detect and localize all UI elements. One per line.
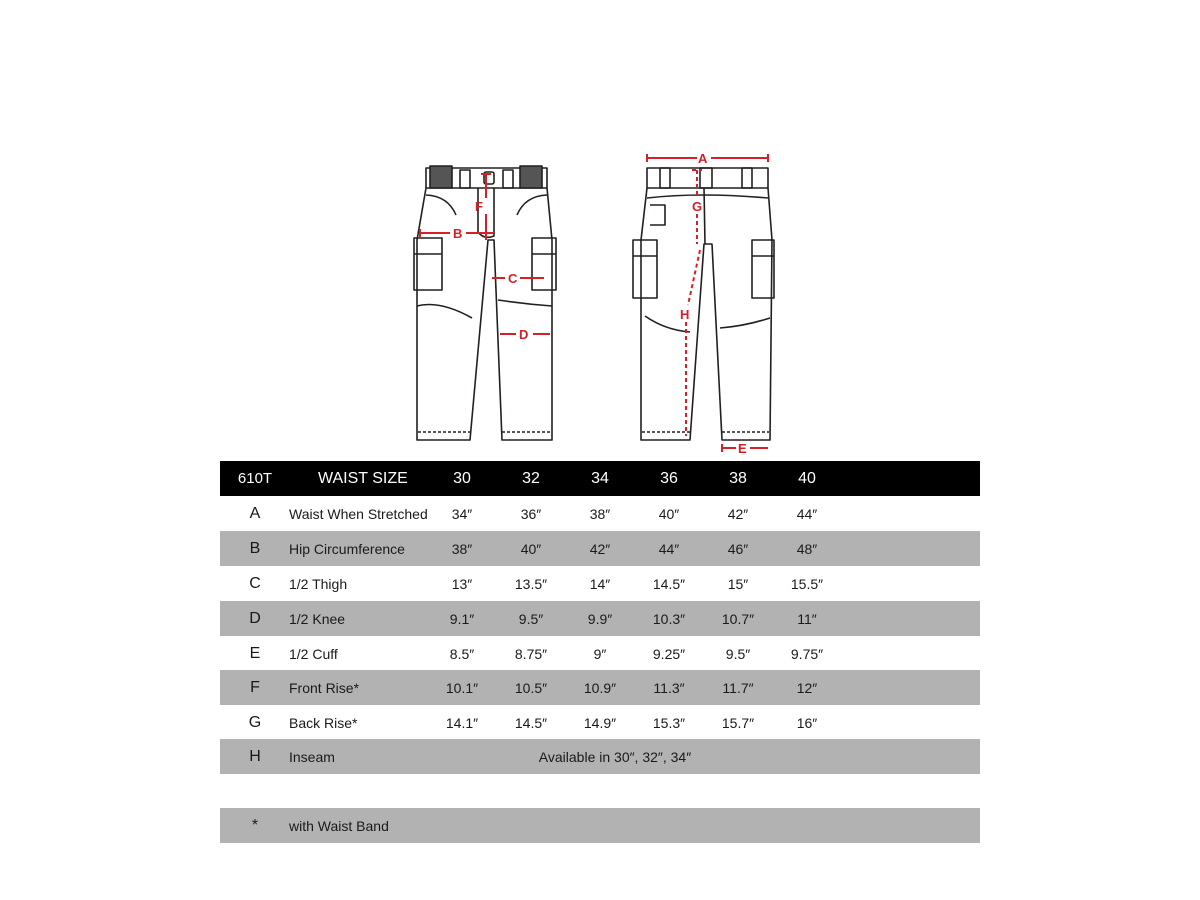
row-label: Back Rise* [289,714,358,731]
table-cell: 40″ [520,540,542,557]
size-header: 30 [453,469,471,487]
inseam-availability: Available in 30″, 32″, 34″ [538,748,692,765]
table-cell: 44″ [658,540,680,557]
table-cell: 44″ [796,505,818,522]
size-header: 38 [729,469,747,487]
table-cell: 10.9″ [583,679,617,696]
row-letter: H [249,747,261,765]
belt-loop [520,166,542,188]
table-cell: 10.1″ [445,679,479,696]
belt-loop [660,168,670,188]
row-letter: D [249,609,261,627]
table-cell: 14.5″ [514,714,548,731]
row-letter: A [249,504,261,522]
table-row [220,670,980,705]
table-cell: 9.25″ [652,645,686,662]
table-cell: 13.5″ [514,575,548,592]
label-g: G [692,199,703,214]
label-f: F [475,199,483,214]
model-number: 610T [237,470,273,487]
back-center-seam [704,188,705,244]
front-pocket [426,195,456,215]
cargo-pocket [752,240,774,298]
back-pocket [650,205,665,225]
knee-seam [498,300,552,306]
table-cell: 15″ [727,575,749,592]
back-view-pants [633,168,774,440]
size-header: 36 [660,469,678,487]
belt-loop [460,170,470,188]
table-cell: 14″ [589,575,611,592]
table-cell: 8.5″ [449,645,475,662]
label-e: E [738,441,747,456]
label-d: D [519,327,529,342]
row-letter: E [249,644,261,662]
table-cell: 46″ [727,540,749,557]
table-cell: 15.5″ [790,575,824,592]
table-row [220,496,980,531]
knee-seam [720,318,770,328]
footnote-text: with Waist Band [289,817,389,834]
table-header-row [220,461,980,496]
size-header: 34 [591,469,609,487]
table-cell: 15.7″ [721,714,755,731]
front-pocket [517,195,547,215]
inseam-row [220,739,980,774]
row-label: 1/2 Thigh [289,575,348,592]
table-cell: 10.5″ [514,679,548,696]
knee-seam [417,305,472,319]
table-cell: 11.3″ [653,679,685,696]
table-cell: 9.5″ [725,645,751,662]
table-cell: 11.7″ [722,679,754,696]
back-waistband [647,168,768,188]
table-cell: 12″ [796,679,818,696]
table-cell: 42″ [589,540,611,557]
cargo-pocket [633,240,657,298]
table-cell: 42″ [727,505,749,522]
label-a: A [698,151,708,166]
table-cell: 14.1″ [445,714,479,731]
size-header: 40 [798,469,816,487]
row-letter: C [249,574,261,592]
front-pants-outline [417,188,552,440]
table-cell: 48″ [796,540,818,557]
row-label: Waist When Stretched [289,505,428,522]
table-cell: 9.9″ [587,610,613,627]
table-cell: 14.9″ [583,714,617,731]
table-cell: 9.75″ [790,645,824,662]
footnote-marker: * [251,816,259,834]
table-cell: 10.7″ [721,610,755,627]
row-label: Hip Circumference [289,540,405,557]
label-h: H [680,307,690,322]
table-row [220,531,980,566]
belt-loop [503,170,513,188]
table-row [220,601,980,636]
table-cell: 9.5″ [518,610,544,627]
table-cell: 40″ [658,505,680,522]
row-label: 1/2 Cuff [289,645,338,662]
table-row [220,636,980,671]
waist-size-heading: WAIST SIZE [318,469,408,487]
footnote-row [220,808,980,843]
table-cell: 38″ [451,540,473,557]
label-b: B [453,226,463,241]
row-letter: G [248,713,262,731]
table-cell: 10.3″ [652,610,686,627]
table-cell: 15.3″ [652,714,686,731]
back-yoke [647,195,768,198]
table-cell: 9″ [593,645,607,662]
front-view-pants [414,166,556,440]
label-c: C [508,271,518,286]
table-cell: 34″ [451,505,473,522]
row-letter: F [250,678,260,696]
cargo-pocket [414,238,442,290]
measure-line-a [647,154,768,162]
size-header: 32 [522,469,540,487]
table-cell: 16″ [796,714,818,731]
table-cell: 9.1″ [449,610,475,627]
table-cell: 38″ [589,505,611,522]
table-cell: 11″ [797,610,817,627]
belt-loop [742,168,752,188]
row-letter: B [249,539,261,557]
row-label: 1/2 Knee [289,610,346,627]
belt-loop [430,166,452,188]
table-row [220,566,980,601]
table-row [220,705,980,740]
table-cell: 8.75″ [514,645,548,662]
table-cell: 36″ [520,505,542,522]
table-cell: 14.5″ [652,575,686,592]
pants-measurement-diagram [400,145,800,463]
table-cell: 13″ [451,575,473,592]
row-label: Inseam [289,748,335,765]
row-label: Front Rise* [289,679,360,696]
